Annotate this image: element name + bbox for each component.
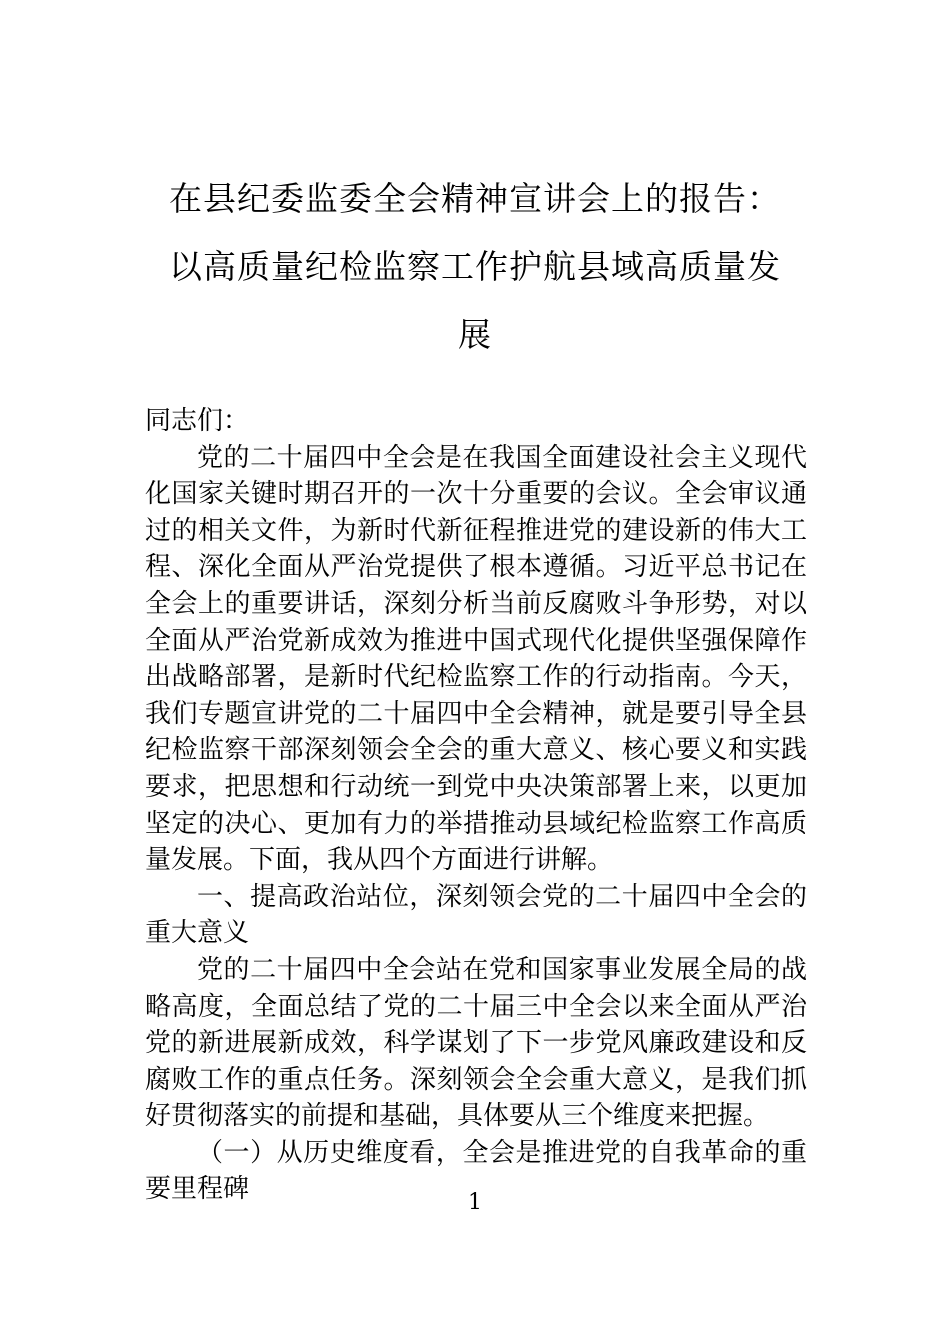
document-title — [140, 165, 810, 369]
document-body — [145, 403, 807, 1208]
subsection-heading-1: （一）从历史维度看，全会是推进党的自我革命的重要里程碑 — [145, 1137, 807, 1205]
title-line-2: 以高质量纪检监察工作护航县域高质量发 — [169, 247, 781, 286]
page-number: 1 — [468, 1190, 482, 1215]
paragraph-intro: 党的二十届四中全会是在我国全面建设社会主义现代化国家关键时期召开的一次十分重要的会议。全会审议通过的相关文件，为新时代新征程推进党的建设新的伟大工程、深化全面从严治党提供了根本遵循。习近平总书记在全会上的重要讲话，深刻分析当前反腐败斗争形势，对以全面从严治党新成效为推进中国式现代化提供坚强保障作出战略部署，是新时代纪检监察工作的行动指南。今天，我们专题宣讲党的二十届四中全会精神，就是要引导全县纪检监察干部深刻领会全会的重大意义、核心要义和实践要求，把思想和行动统一到党中央决策部署上来，以更加坚定的决心、更加有力的举措推动县域纪检监察工作高质量发展。下面，我从四个方面进行讲解。 — [145, 442, 807, 876]
section-heading-1: 一、提高政治站位，深刻领会党的二十届四中全会的重大意义 — [145, 881, 807, 949]
salutation: 同志们： — [145, 406, 250, 436]
paragraph-section-1: 党的二十届四中全会站在党和国家事业发展全局的战略高度，全面总结了党的二十届三中全会以来全面从严治党的新进展新成效，科学谋划了下一步党风廉政建设和反腐败工作的重点任务。深刻领会全会重大意义，是我们抓好贯彻落实的前提和基础，具体要从三个维度来把握。 — [145, 954, 807, 1132]
title-line-1: 在县纪委监委全会精神宣讲会上的报告： — [169, 179, 781, 218]
title-line-3: 展 — [458, 315, 492, 354]
